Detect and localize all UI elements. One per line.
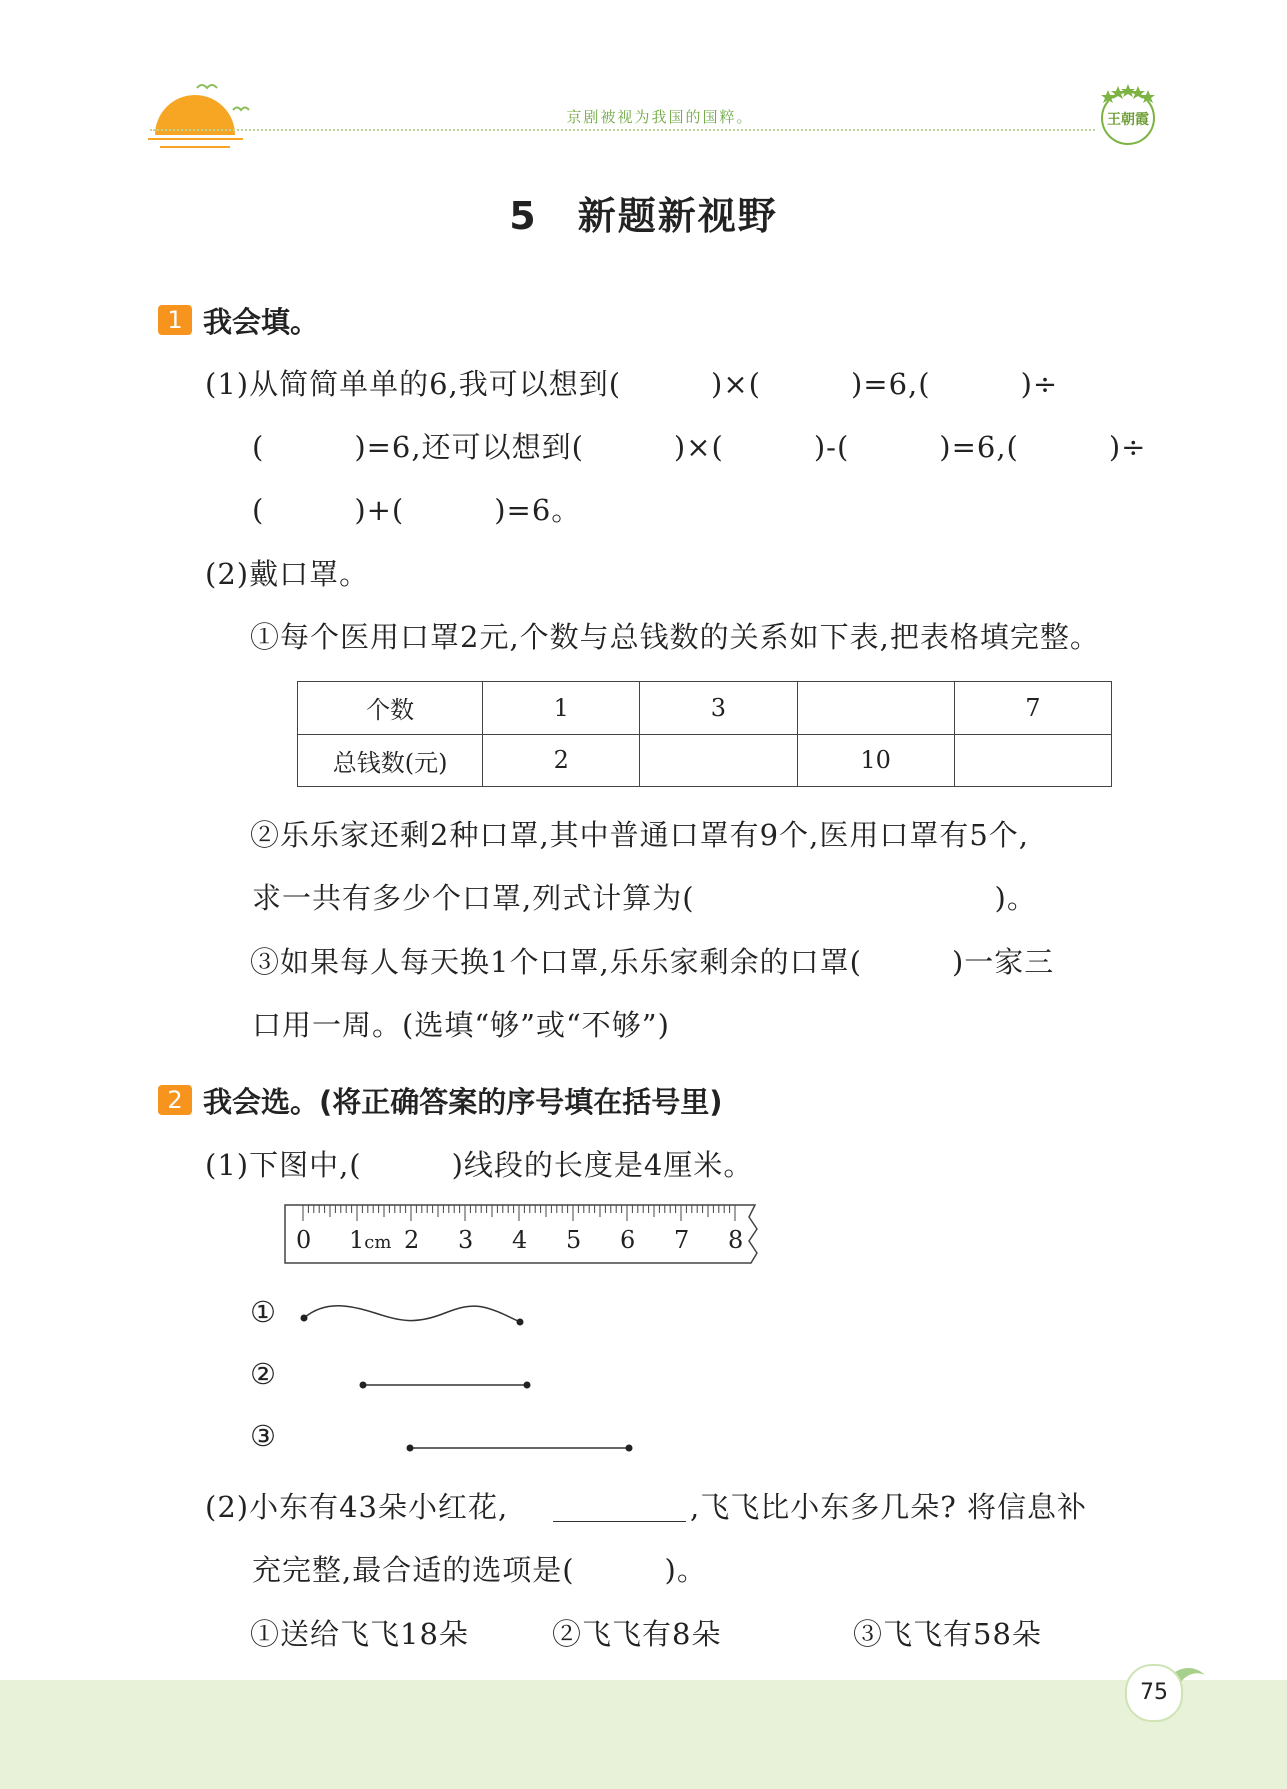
segment-1-curve (295, 1295, 535, 1335)
ruler-label: 8 (728, 1226, 744, 1254)
header-dotted-line (150, 129, 1095, 131)
table-cell: 总钱数(元) (298, 734, 483, 787)
q1-line-1: (1)从简简单单的6,我可以想到( )×( )=6,( )÷ (205, 367, 1059, 401)
footer-band (0, 1680, 1287, 1789)
section-1-badge: 1 (158, 305, 192, 335)
birds-icon (195, 80, 255, 120)
table-cell: 2 (483, 734, 640, 787)
segment-3-line (402, 1438, 642, 1458)
segment-2-line (355, 1375, 535, 1395)
table-cell: 10 (797, 734, 954, 787)
s2-q2-line-1-start: (2)小东有43朵小红花, (205, 1490, 509, 1524)
table-cell[interactable] (954, 734, 1111, 787)
q2-2-line-2: 求一共有多少个口罩,列式计算为( )。 (252, 881, 1037, 915)
page-number: 75 (1125, 1664, 1183, 1722)
ruler-label: 1cm (349, 1226, 392, 1254)
option-2: ②飞飞有8朵 (552, 1617, 722, 1651)
sun-reflection-line (148, 138, 243, 140)
page-title: 5 新题新视野 (509, 194, 778, 238)
q1-line-2: ( )=6,还可以想到( )×( )-( )=6,( )÷ (252, 430, 1147, 464)
s2-q2-line-1-end: ,飞飞比小东多几朵? 将信息补 (690, 1490, 1087, 1524)
q1-line-3: ( )+( )=6。 (252, 493, 582, 527)
header-motto: 京剧被视为我国的国粹。 (566, 108, 754, 126)
brand-logo-icon (1095, 82, 1161, 148)
mask-price-table (297, 681, 1112, 787)
option-3: ③飞飞有58朵 (853, 1617, 1042, 1651)
segment-2-label: ② (250, 1357, 277, 1391)
q2-3-line-2: 口用一周。(选填“够”或“不够”) (252, 1008, 670, 1042)
segment-1-label: ① (250, 1295, 277, 1329)
table-cell[interactable] (797, 682, 954, 735)
table-row (298, 734, 1112, 787)
ruler (283, 1203, 763, 1265)
ruler-label: 2 (404, 1226, 420, 1254)
ruler-label: 0 (296, 1226, 312, 1254)
q2-3-line-1: ③如果每人每天换1个口罩,乐乐家剩余的口罩( )一家三 (250, 945, 1055, 979)
ruler-label: 4 (512, 1226, 528, 1254)
table-cell: 7 (954, 682, 1111, 735)
q2-label: (2)戴口罩。 (205, 557, 370, 591)
section-1-title: 我会填。 (203, 305, 320, 339)
table-cell: 1 (483, 682, 640, 735)
table-row (298, 682, 1112, 735)
s2-q2-line-2: 充完整,最合适的选项是( )。 (252, 1553, 707, 1587)
table-cell: 个数 (298, 682, 483, 735)
table-cell: 3 (640, 682, 797, 735)
q2-1-text: ①每个医用口罩2元,个数与总钱数的关系如下表,把表格填完整。 (250, 620, 1100, 654)
ruler-label: 6 (620, 1226, 636, 1254)
table-cell[interactable] (640, 734, 797, 787)
sun-reflection-line (160, 146, 230, 148)
logo-text: 王朝霞 (1107, 112, 1149, 128)
ruler-label: 3 (458, 1226, 474, 1254)
q2-2-line-1: ②乐乐家还剩2种口罩,其中普通口罩有9个,医用口罩有5个, (250, 818, 1030, 852)
segment-3-label: ③ (250, 1419, 277, 1453)
option-1: ①送给飞飞18朵 (250, 1617, 469, 1651)
answer-blank-underline[interactable] (553, 1521, 686, 1522)
ruler-label: 7 (674, 1226, 690, 1254)
section-2-title: 我会选。(将正确答案的序号填在括号里) (203, 1085, 723, 1119)
section-2-badge: 2 (158, 1085, 192, 1115)
ruler-label: 5 (566, 1226, 582, 1254)
s2-q1-text: (1)下图中,( )线段的长度是4厘米。 (205, 1148, 754, 1182)
